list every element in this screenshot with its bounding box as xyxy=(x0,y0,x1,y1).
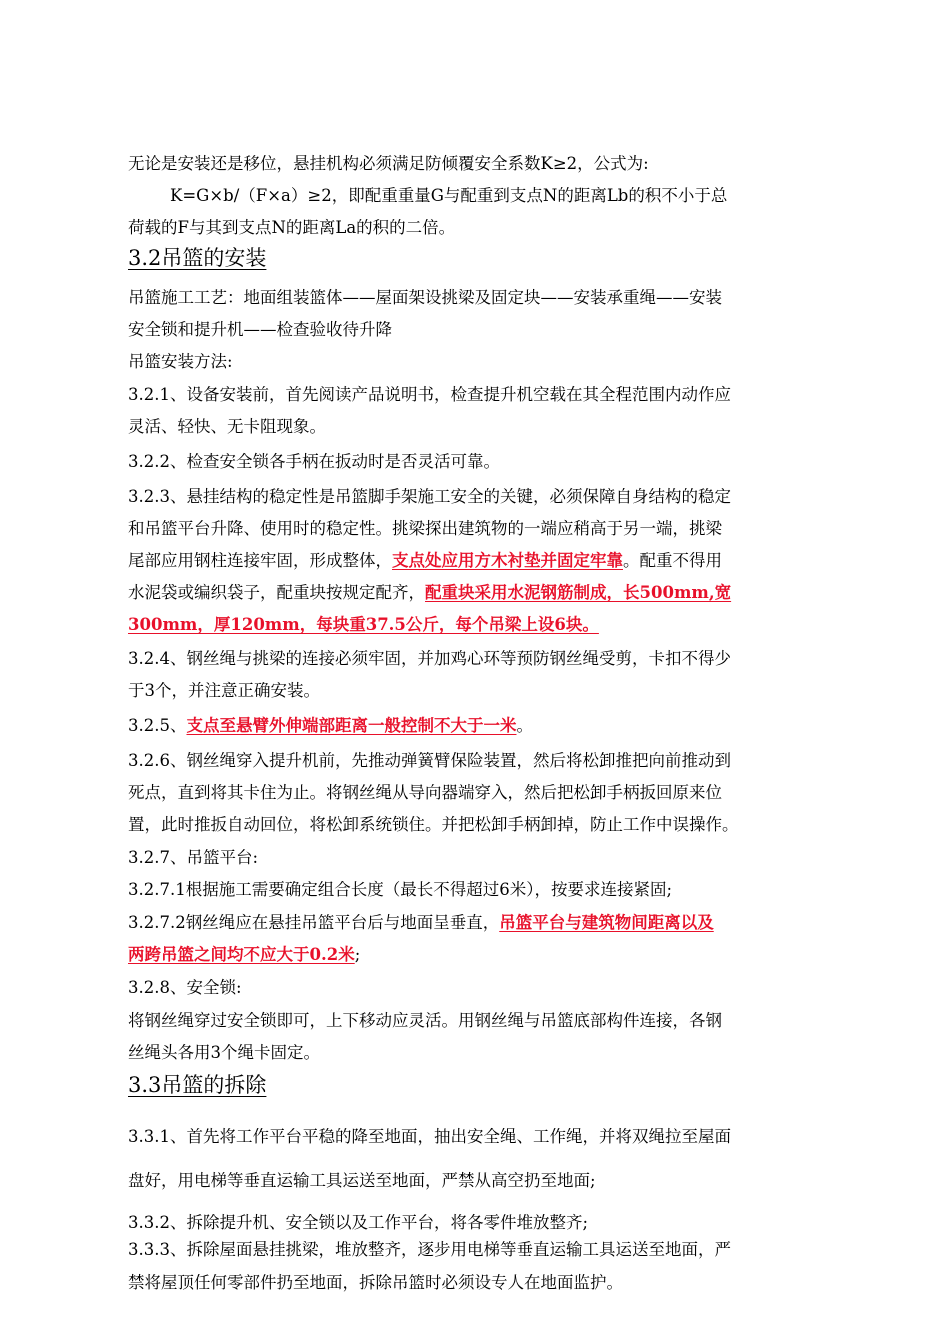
process-line-2: 安全锁和提升机——检查验收待升降 xyxy=(128,320,392,339)
highlight-cantilever-distance: 支点至悬臂外伸端部距离一般控制不大于一米 xyxy=(186,716,517,735)
item-3-2-7-1: 3.2.7.1根据施工需要确定组合长度（最长不得超过6米），按要求连接紧固; xyxy=(128,880,673,899)
text-run: 。 xyxy=(516,716,533,735)
item-3-2-5 xyxy=(128,710,828,742)
item-3-3-3-line-1: 3.3.3、拆除屋面悬挂挑梁，堆放整齐，逐步用电梯等垂直运输工具运送至地面，严 xyxy=(128,1240,731,1259)
item-3-2-7: 3.2.7、吊篮平台: xyxy=(128,848,259,867)
text-run: 3.2.7.2钢丝绳应在悬挂吊篮平台后与地面呈垂直， xyxy=(128,913,500,932)
text-run: 。配重不得用 xyxy=(623,551,722,570)
process-line-1: 吊篮施工工艺：地面组装篮体——屋面架设挑梁及固定块——安装承重绳——安装 xyxy=(128,288,722,307)
text-run: 3.2.5、 xyxy=(128,716,187,735)
highlight-counterweight-spec-cont: 300mm，厚120mm，每块重37.5公斤，每个吊梁上设6块。 xyxy=(128,615,599,634)
item-3-2-8: 3.2.8、安全锁: xyxy=(128,978,242,997)
formula-line: K=G×b/（F×a）≥2，即配重重量G与配重到支点N的距离Lb的积不小于总 xyxy=(170,186,728,205)
item-3-2-3-line-5 xyxy=(128,609,828,641)
highlight-platform-gap-cont: 两跨吊篮之间均不应大于0.2米 xyxy=(128,945,355,964)
item-3-2-6-line-3: 置，此时推扳自动回位，将松卸系统锁住。并把松卸手柄卸掉，防止工作中误操作。 xyxy=(128,815,739,834)
item-3-2-7-2-line-2 xyxy=(128,939,828,971)
text-run: ; xyxy=(354,945,361,964)
item-3-2-8-line-2: 丝绳头各用3个绳卡固定。 xyxy=(128,1043,320,1062)
item-3-3-3-line-2: 禁将屋顶任何零部件扔至地面，拆除吊篮时必须设专人在地面监护。 xyxy=(128,1273,623,1292)
section-3-2-heading: 3.2吊篮的安装 xyxy=(128,246,267,270)
text-run: 水泥袋或编织袋子，配重块按规定配齐， xyxy=(128,583,425,602)
item-3-2-2: 3.2.2、检查安全锁各手柄在扳动时是否灵活可靠。 xyxy=(128,452,500,471)
highlight-platform-gap: 吊篮平台与建筑物间距离以及 xyxy=(499,913,714,932)
item-3-3-1-line-2: 盘好，用电梯等垂直运输工具运送至地面，严禁从高空扔至地面; xyxy=(128,1171,596,1190)
item-3-3-1-line-1: 3.3.1、首先将工作平台平稳的降至地面，抽出安全绳、工作绳，并将双绳拉至屋面 xyxy=(128,1127,731,1146)
item-3-2-3-line-3 xyxy=(128,545,828,577)
item-3-2-8-line-1: 将钢丝绳穿过安全锁即可，上下移动应灵活。用钢丝绳与吊篮底部构件连接，各钢 xyxy=(128,1011,722,1030)
highlight-counterweight-spec: 配重块采用水泥钢筋制成，长500mm,宽 xyxy=(425,583,732,602)
item-3-2-7-2-line-1 xyxy=(128,907,828,939)
item-3-2-6-line-2: 死点，直到将其卡住为止。将钢丝绳从导向器端穿入，然后把松卸手柄扳回原来位 xyxy=(128,783,722,802)
item-3-2-3-line-2: 和吊篮平台升降、使用时的稳定性。挑梁探出建筑物的一端应稍高于另一端，挑梁 xyxy=(128,519,722,538)
item-3-2-1-line-2: 灵活、轻快、无卡阻现象。 xyxy=(128,417,326,436)
item-3-2-1-line-1: 3.2.1、设备安装前，首先阅读产品说明书，检查提升机空载在其全程范围内动作应 xyxy=(128,385,731,404)
intro-line-1: 无论是安装还是移位，悬挂机构必须满足防倾覆安全系数K≥2，公式为: xyxy=(128,154,649,173)
intro-line-3: 荷载的F与其到支点N的距离La的积的二倍。 xyxy=(128,218,456,237)
item-3-2-3-line-4 xyxy=(128,577,828,609)
item-3-2-4-line-2: 于3个，并注意正确安装。 xyxy=(128,681,320,700)
text-run: 尾部应用钢柱连接牢固，形成整体， xyxy=(128,551,392,570)
highlight-support-padding: 支点处应用方木衬垫并固定牢靠 xyxy=(392,551,623,570)
item-3-2-3-line-1: 3.2.3、悬挂结构的稳定性是吊篮脚手架施工安全的关键，必须保障自身结构的稳定 xyxy=(128,487,731,506)
section-3-3-heading: 3.3吊篮的拆除 xyxy=(128,1073,267,1097)
item-3-3-2: 3.3.2、拆除提升机、安全锁以及工作平台，将各零件堆放整齐; xyxy=(128,1213,589,1232)
method-label: 吊篮安装方法: xyxy=(128,352,233,371)
item-3-2-6-line-1: 3.2.6、钢丝绳穿入提升机前，先推动弹簧臂保险装置，然后将松卸推把向前推动到 xyxy=(128,751,731,770)
item-3-2-4-line-1: 3.2.4、钢丝绳与挑梁的连接必须牢固，并加鸡心环等预防钢丝绳受剪，卡扣不得少 xyxy=(128,649,731,668)
